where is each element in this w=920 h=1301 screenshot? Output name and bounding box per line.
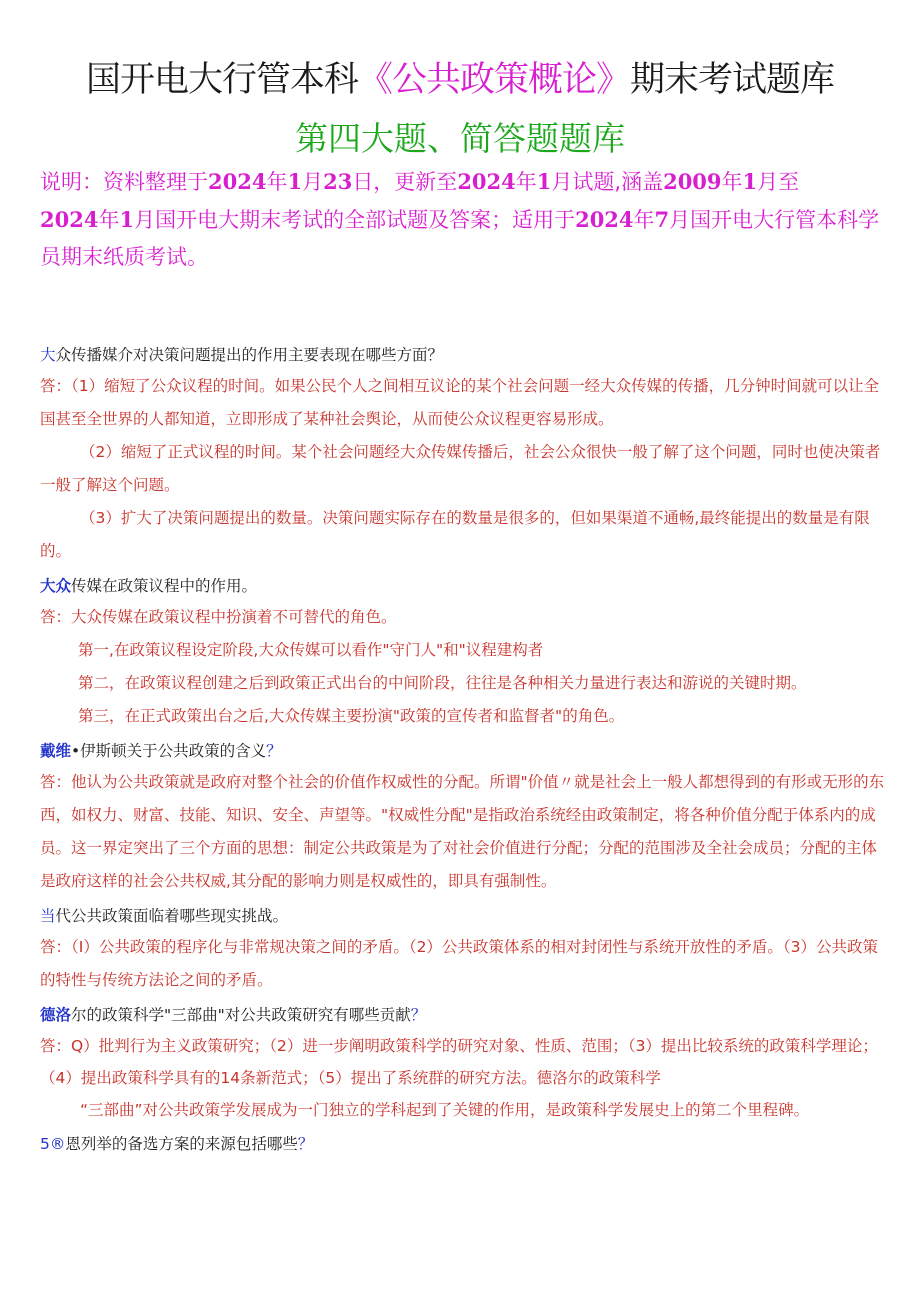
question-text: 代公共政策面临着哪些现实挑战。 <box>55 907 289 925</box>
note-number: 2024 <box>208 169 267 194</box>
question-lead: 5® <box>40 1135 66 1153</box>
note-text: 年 <box>721 170 743 194</box>
question-text: 恩列举的备选方案的来源包括哪些 <box>65 1135 298 1153</box>
note-text: 日，更新至 <box>352 170 458 194</box>
title-course-name: 《公共政策概论》 <box>357 60 630 100</box>
note-text: 说明：资料整理于 <box>40 170 208 194</box>
answer-paragraph: 答：（1）缩短了公众议程的时间。如果公民个人之间相互议论的某个社会问题一经大众传媒的传播，几分钟时间就可以让全国甚至全世界的人都知道，立即形成了某种社会舆论，从而使公众议程更容易形成。 <box>40 377 880 428</box>
note-number: 1 <box>742 169 758 194</box>
answer-paragraph: 第三，在正式政策出台之后,大众传媒主要扮演"政策的宣传者和监督者"的角色。 <box>78 707 625 725</box>
question-heading <box>40 571 885 601</box>
note-text: 月至 <box>757 170 800 194</box>
question-text: 尔的政策科学"三部曲"对公共政策研究有哪些贡献 <box>71 1006 411 1024</box>
question-mark: ？ <box>410 1006 427 1024</box>
note-number: 23 <box>323 169 353 194</box>
note-text: 月试题,涵盖 <box>551 170 664 194</box>
answer-paragraph: 第一,在政策议程设定阶段,大众传媒可以看作"守门人"和"议程建构者 <box>78 641 544 659</box>
question-lead: 大 <box>40 346 56 364</box>
question-list <box>40 340 885 1159</box>
note-text: 年 <box>266 170 288 194</box>
question-heading <box>40 1129 885 1159</box>
answer-paragraph: 答：大众传媒在政策议程中扮演着不可替代的角色。 <box>40 608 397 626</box>
note-text: 月 <box>302 170 324 194</box>
note-text: 年 <box>633 208 655 232</box>
question-heading <box>40 1000 885 1030</box>
answer-paragraph: 答：（I）公共政策的程序化与非常规决策之间的矛盾。（2）公共政策体系的相对封闭性与系统开放性的矛盾。（3）公共政策的特性与传统方法论之间的矛盾。 <box>40 938 879 989</box>
note-number: 2024 <box>575 207 634 232</box>
note-text: 年 <box>98 208 120 232</box>
note-number: 2024 <box>457 169 516 194</box>
question-heading <box>40 736 885 766</box>
title-part-3: 期末考试题库 <box>630 60 835 100</box>
question-lead: 当 <box>40 907 56 925</box>
title-part-1: 国开电大行管本科 <box>85 60 358 100</box>
note-number: 2009 <box>663 169 722 194</box>
question-lead: 戴维 <box>40 742 72 760</box>
note-text: 月国开电大行管本科学员期末纸质考试。 <box>40 208 880 269</box>
answer-paragraph: 答：Q）批判行为主义政策研究；（2）进一步阐明政策科学的研究对象、性质、范围；（3）提出比较系统的政策科学理论；（4）提出政策科学具有的14条新范式；（5）提出了系统群的研究方法。德洛尔的政策科学 <box>40 1037 878 1087</box>
answer-paragraph: （3）扩大了决策问题提出的数量。决策问题实际存在的数量是很多的，但如果渠道不通畅,最终能提出的数量是有限的。 <box>40 509 870 560</box>
note-number: 1 <box>119 207 135 232</box>
question-heading <box>40 901 885 931</box>
question-lead: 德洛 <box>40 1006 72 1024</box>
document-subtitle: 第四大题、简答题题库 <box>295 119 625 158</box>
document-title <box>0 52 920 102</box>
question-mark: ？ <box>297 1135 314 1153</box>
question-text: 众传播媒介对决策问题提出的作用主要表现在哪些方面？ <box>55 346 444 364</box>
note-text: 年 <box>515 170 537 194</box>
note-number: 7 <box>654 207 670 232</box>
question-mark: ？ <box>266 742 282 760</box>
answer-paragraph: 第二，在政策议程创建之后到政策正式出台的中间阶段，往往是各种相关力量进行表达和游说的关键时期。 <box>78 674 807 692</box>
question-heading <box>40 340 885 370</box>
note-number: 1 <box>536 169 552 194</box>
description-note <box>40 163 890 276</box>
note-number: 1 <box>287 169 303 194</box>
question-text: •伊斯顿关于公共政策的含义 <box>71 742 267 760</box>
answer-paragraph: 答：他认为公共政策就是政府对整个社会的价值作权威性的分配。所谓"价值〃就是社会上一般人都想得到的有形或无形的东西，如权力、财富、技能、知识、安全、声望等。"权威性分配"是指政治系统经由政策制定，将各种价值分配于体系内的成员。这一界定突出了三个方面的思想：制定公共政策是为了对社会价值进行分配；分配的范围涉及全社会成员；分配的主体是政府这样的社会公共权威,其分配的影响力则是权威性的，即具有强制性。 <box>40 773 885 890</box>
question-text: 传媒在政策议程中的作用。 <box>71 577 258 595</box>
answer-paragraph: “三部曲”对公共政策学发展成为一门独立的学科起到了关键的作用，是政策科学发展史上的第二个里程碑。 <box>80 1101 810 1119</box>
note-number: 2024 <box>40 207 99 232</box>
answer-paragraph: （2）缩短了正式议程的时间。某个社会问题经大众传媒传播后，社会公众很快一般了解了这个问题，同时也使决策者一般了解这个问题。 <box>40 443 881 494</box>
question-lead: 大众 <box>40 577 72 595</box>
note-text: 月国开电大期末考试的全部试题及答案；适用于 <box>134 208 576 232</box>
